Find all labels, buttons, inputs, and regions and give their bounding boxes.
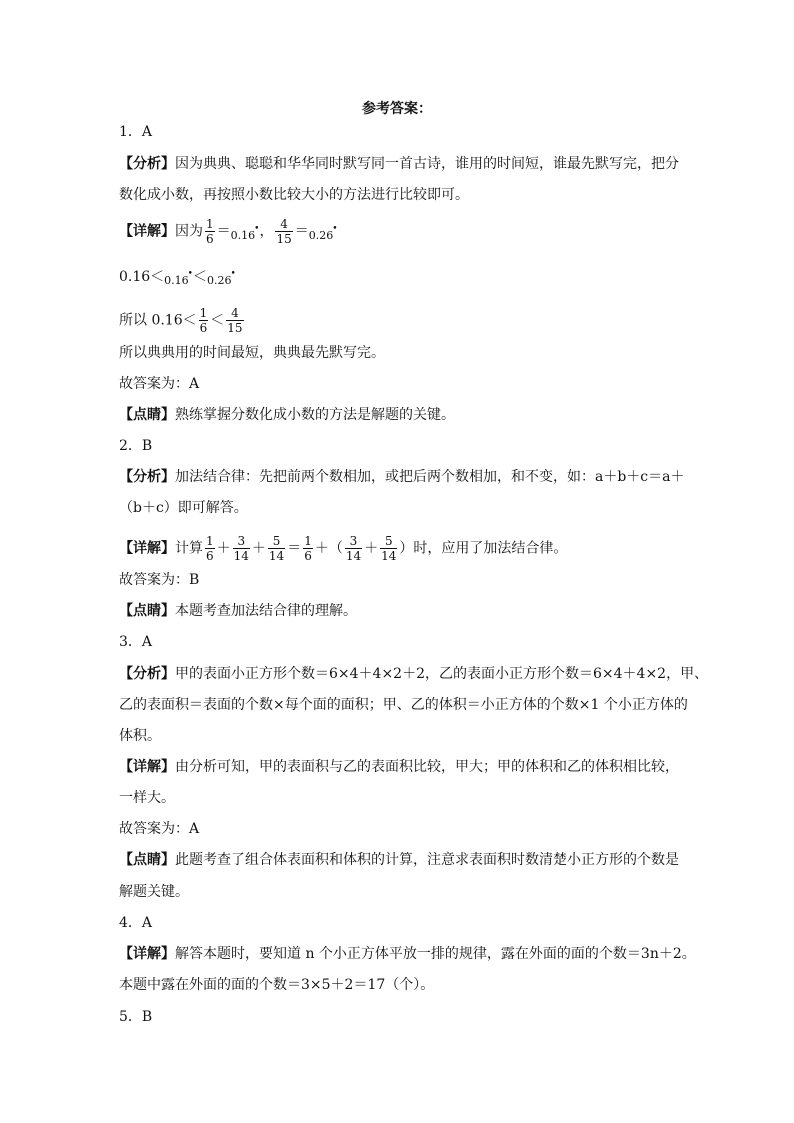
decimal-part: 0.1 [230, 228, 249, 242]
note-tag: 【点睛】 [119, 407, 175, 423]
detail-text: 由分析可知，甲的表面积与乙的表面积比较，甲大；甲的体积和乙的体积相比较， [175, 759, 679, 775]
q3-analysis-line-3: 体积。 [119, 728, 161, 744]
numerator: 3 [345, 534, 362, 549]
denominator: 14 [345, 549, 362, 563]
note-text: 熟练掌握分数化成小数的方法是解题的关键。 [175, 407, 455, 423]
numerator: 1 [304, 534, 312, 548]
q3-number: 3．A [119, 634, 153, 650]
q2-detail-line [119, 534, 734, 563]
comma: ， [259, 223, 274, 240]
compare-value: 0.16 [119, 269, 151, 285]
q3-analysis-line-1 [119, 664, 734, 684]
repeat-digit: 6 [181, 274, 189, 287]
denominator: 6 [206, 549, 214, 563]
repeating-decimal-2 [206, 269, 236, 287]
q1-detail-line [119, 217, 734, 246]
denominator: 15 [276, 232, 292, 246]
repeating-decimal-2 [308, 223, 338, 242]
detail-tag: 【详解】 [119, 540, 175, 557]
analysis-tag: 【分析】 [119, 469, 175, 485]
repeat-dot-icon: • [332, 223, 338, 234]
q1-compare-line [119, 264, 734, 291]
q3-answer: 故答案为：A [119, 821, 200, 837]
denominator: 14 [381, 549, 397, 563]
fraction-3-14 [345, 534, 362, 563]
detail-prefix: 因为 [175, 223, 203, 240]
numerator: 5 [380, 534, 397, 549]
fraction-4-15 [226, 306, 243, 335]
decimal-part: 0.1 [164, 274, 182, 287]
fraction-1-6 [303, 534, 313, 563]
repeat-dot-icon: • [254, 223, 260, 234]
numerator: 1 [199, 306, 208, 320]
page-title: 参考答案： [362, 101, 432, 117]
q2-number: 2．B [119, 438, 153, 454]
q4-detail-line-1 [119, 944, 734, 964]
numerator: 4 [275, 217, 292, 232]
fraction-5-14 [268, 534, 285, 563]
repeat-dot-icon: • [230, 269, 236, 279]
fraction-1-6 [205, 534, 215, 563]
fraction-5-14 [380, 534, 397, 563]
repeat-dot-icon: • [187, 269, 193, 279]
analysis-text: 加法结合律：先把前两个数相加，或把后两个数相加，和不变，如：a＋b＋c＝a＋ [175, 469, 685, 485]
fraction-1-6 [199, 306, 209, 335]
equals-sign: ＝ [216, 223, 231, 240]
q2-analysis-line-2: （b＋c）即可解答。 [119, 500, 248, 516]
equals-sign: ＝ [287, 540, 302, 557]
decimal-part: 0.2 [308, 228, 327, 242]
equals-sign: ＝ [294, 223, 309, 240]
detail-suffix: ）时，应用了加法结合律。 [399, 540, 568, 557]
plus-sign: ＋ [251, 540, 266, 557]
less-than-sign: ＜ [150, 269, 165, 285]
fraction-4-15 [275, 217, 292, 246]
repeating-decimal-1 [230, 223, 260, 242]
q3-note-line-2: 解题关键。 [119, 884, 189, 900]
q4-detail-line-2: 本题中露在外面的面的个数＝3×5＋2＝17（个）。 [119, 977, 435, 993]
q1-conclusion: 所以典典用的时间最短，典典最先默写完。 [119, 345, 385, 361]
less-than-sign: ＜ [210, 312, 225, 329]
detail-prefix: 计算 [175, 540, 203, 557]
denominator: 6 [206, 232, 214, 246]
denominator: 14 [268, 549, 285, 563]
plus-sign: ＋ [314, 540, 329, 557]
numerator: 5 [268, 534, 285, 549]
q1-number: 1．A [119, 124, 153, 140]
less-than-sign: ＜ [182, 312, 197, 329]
q2-note-line [119, 601, 734, 621]
so-prefix: 所以 0.16 [119, 312, 183, 329]
q1-note-line [119, 405, 734, 425]
q3-note-line-1 [119, 850, 734, 870]
analysis-tag: 【分析】 [119, 156, 175, 172]
fraction-1-6 [205, 217, 215, 246]
q3-analysis-line-2: 乙的表面积＝表面的个数×每个面的面积；甲、乙的体积＝小正方体的个数×1 个小正方体的 [119, 697, 688, 713]
plus-sign: ＋ [216, 540, 231, 557]
numerator: 1 [206, 217, 214, 231]
repeating-decimal-1 [164, 269, 193, 287]
q4-number: 4．A [119, 915, 153, 931]
fraction-3-14 [233, 534, 250, 563]
analysis-text: 甲的表面小正方形个数＝6×4＋4×2＋2，乙的表面小正方形个数＝6×4＋4×2，甲、 [175, 666, 709, 682]
denominator: 14 [233, 549, 249, 563]
plus-sign: ＋ [364, 540, 379, 557]
less-than-sign: ＜ [192, 269, 207, 285]
denominator: 6 [199, 321, 208, 335]
repeat-digit: 6 [326, 228, 334, 242]
repeat-digit: 6 [248, 228, 256, 242]
note-text: 本题考查加法结合律的理解。 [175, 603, 357, 619]
denominator: 6 [304, 549, 312, 563]
denominator: 15 [227, 321, 243, 335]
detail-tag: 【详解】 [119, 946, 175, 962]
numerator: 4 [226, 306, 243, 321]
q1-analysis-line-2: 数化成小数，再按照小数比较大小的方法进行比较即可。 [119, 187, 469, 203]
detail-tag: 【详解】 [119, 223, 175, 240]
detail-text: 解答本题时，要知道 n 个小正方体平放一排的规律，露在外面的面的个数＝3n＋2。 [175, 946, 696, 962]
analysis-tag: 【分析】 [119, 666, 175, 682]
q3-detail-line-2: 一样大。 [119, 790, 175, 806]
decimal-part: 0.2 [206, 274, 225, 287]
left-paren: （ [328, 540, 343, 557]
q1-analysis-line-1 [119, 154, 734, 174]
repeat-digit: 6 [224, 274, 232, 287]
note-tag: 【点睛】 [119, 852, 175, 868]
note-text: 此题考查了组合体表面积和体积的计算，注意求表面积时数清楚小正方形的个数是 [175, 852, 679, 868]
q3-detail-line-1 [119, 757, 734, 777]
numerator: 1 [206, 534, 214, 548]
note-tag: 【点睛】 [119, 603, 175, 619]
numerator: 3 [233, 534, 250, 549]
q2-analysis-line-1 [119, 467, 734, 487]
q1-answer: 故答案为：A [119, 376, 200, 392]
q1-so-line [119, 306, 734, 335]
detail-tag: 【详解】 [119, 759, 175, 775]
q5-number: 5．B [119, 1009, 153, 1025]
q2-answer: 故答案为：B [119, 572, 200, 588]
q1-analysis-text-1: 因为典典、聪聪和华华同时默写同一首古诗，谁用的时间短，谁最先默写完，把分 [175, 156, 679, 172]
